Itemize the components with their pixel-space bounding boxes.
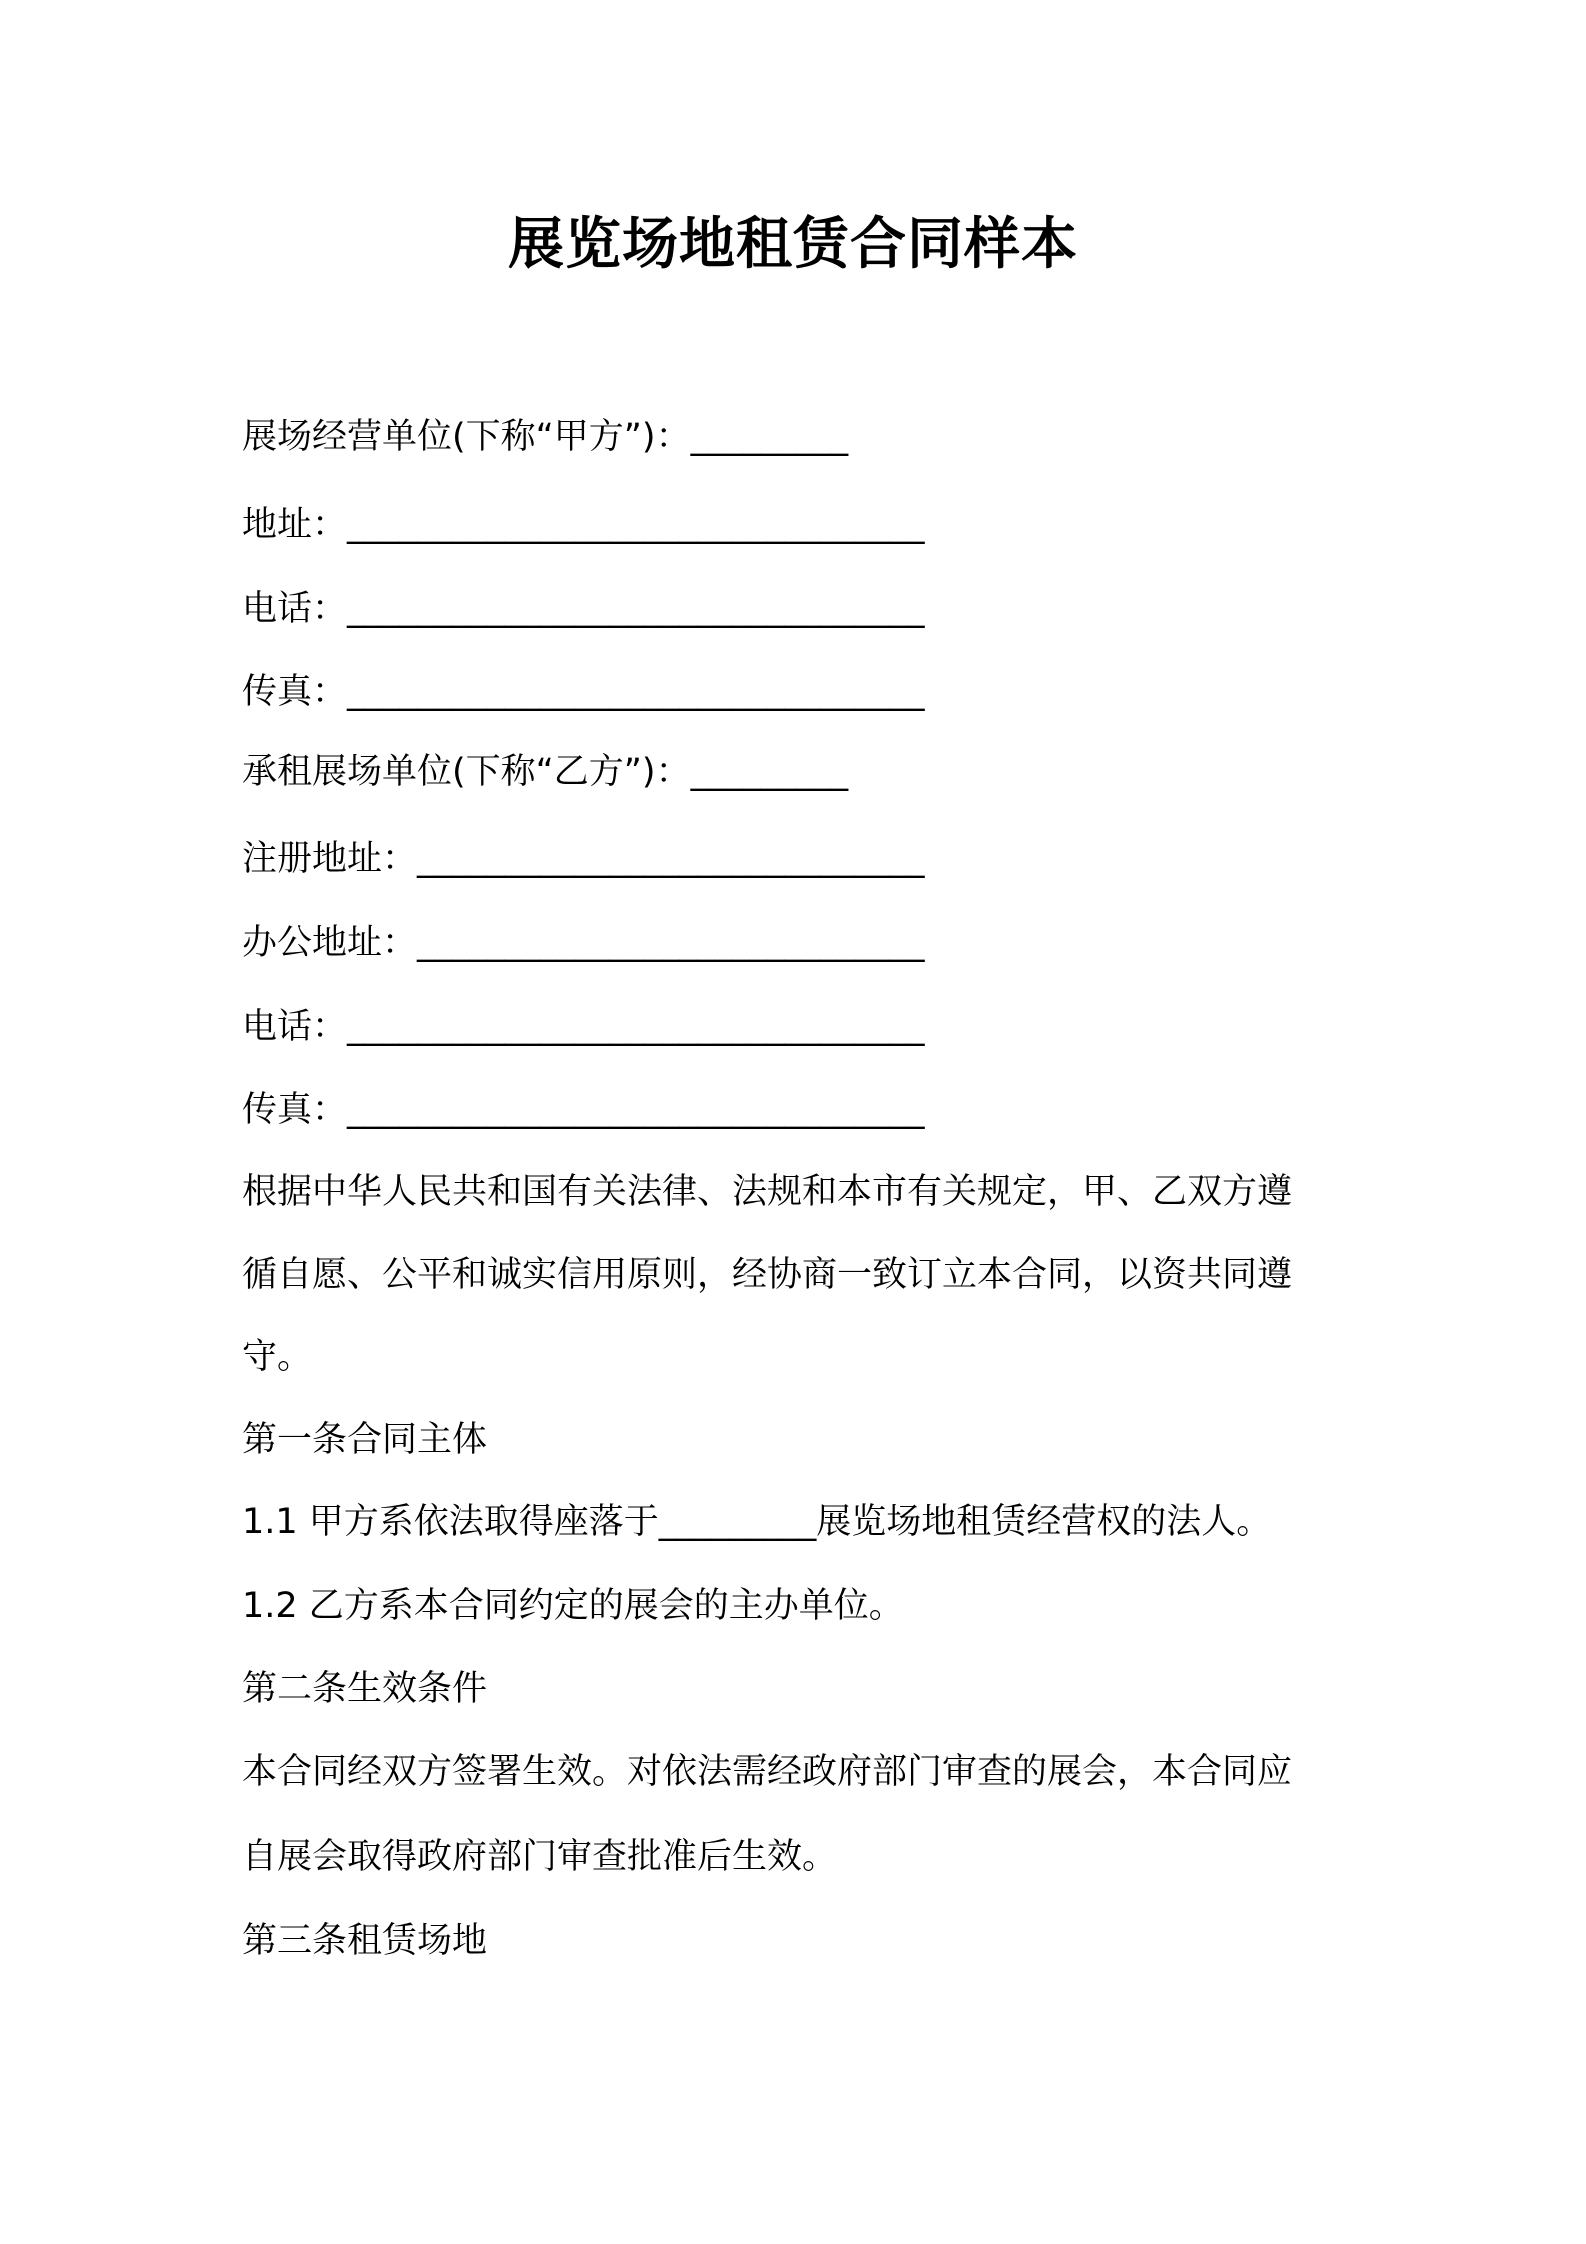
party-b-registered-address-line: 注册地址：_____________________________: [242, 839, 925, 879]
party-b-name-line: 承租展场单位(下称“乙方”)：_________: [242, 752, 849, 792]
party-b-office-address-line: 办公地址：_____________________________: [242, 923, 925, 963]
document-title: 展览场地租赁合同样本: [508, 212, 1078, 277]
party-b-fax-line: 传真：_________________________________: [242, 1090, 925, 1130]
article-2-text-line-1: 本合同经双方签署生效。对依法需经政府部门审查的展会，本合同应: [242, 1752, 1293, 1792]
article-3-heading: 第三条租赁场地: [242, 1921, 488, 1961]
preamble-line-2: 循自愿、公平和诚实信用原则，经协商一致订立本合同，以资共同遵: [242, 1255, 1293, 1295]
article-1-heading: 第一条合同主体: [242, 1420, 488, 1460]
clause-1-1: 1.1 甲方系依法取得座落于_________展览场地租赁经营权的法人。: [242, 1502, 1272, 1542]
party-b-phone-line: 电话：_________________________________: [242, 1007, 925, 1047]
party-a-phone-line: 电话：_________________________________: [242, 589, 925, 629]
article-2-heading: 第二条生效条件: [242, 1669, 488, 1709]
party-a-fax-line: 传真：_________________________________: [242, 672, 925, 712]
article-2-text-line-2: 自展会取得政府部门审查批准后生效。: [242, 1837, 838, 1877]
party-a-address-line: 地址：_________________________________: [242, 505, 925, 545]
clause-1-2: 1.2 乙方系本合同约定的展会的主办单位。: [242, 1586, 904, 1626]
party-a-name-line: 展场经营单位(下称“甲方”)：_________: [242, 417, 849, 457]
preamble-line-3: 守。: [242, 1337, 313, 1377]
preamble-line-1: 根据中华人民共和国有关法律、法规和本市有关规定，甲、乙双方遵: [242, 1172, 1293, 1212]
